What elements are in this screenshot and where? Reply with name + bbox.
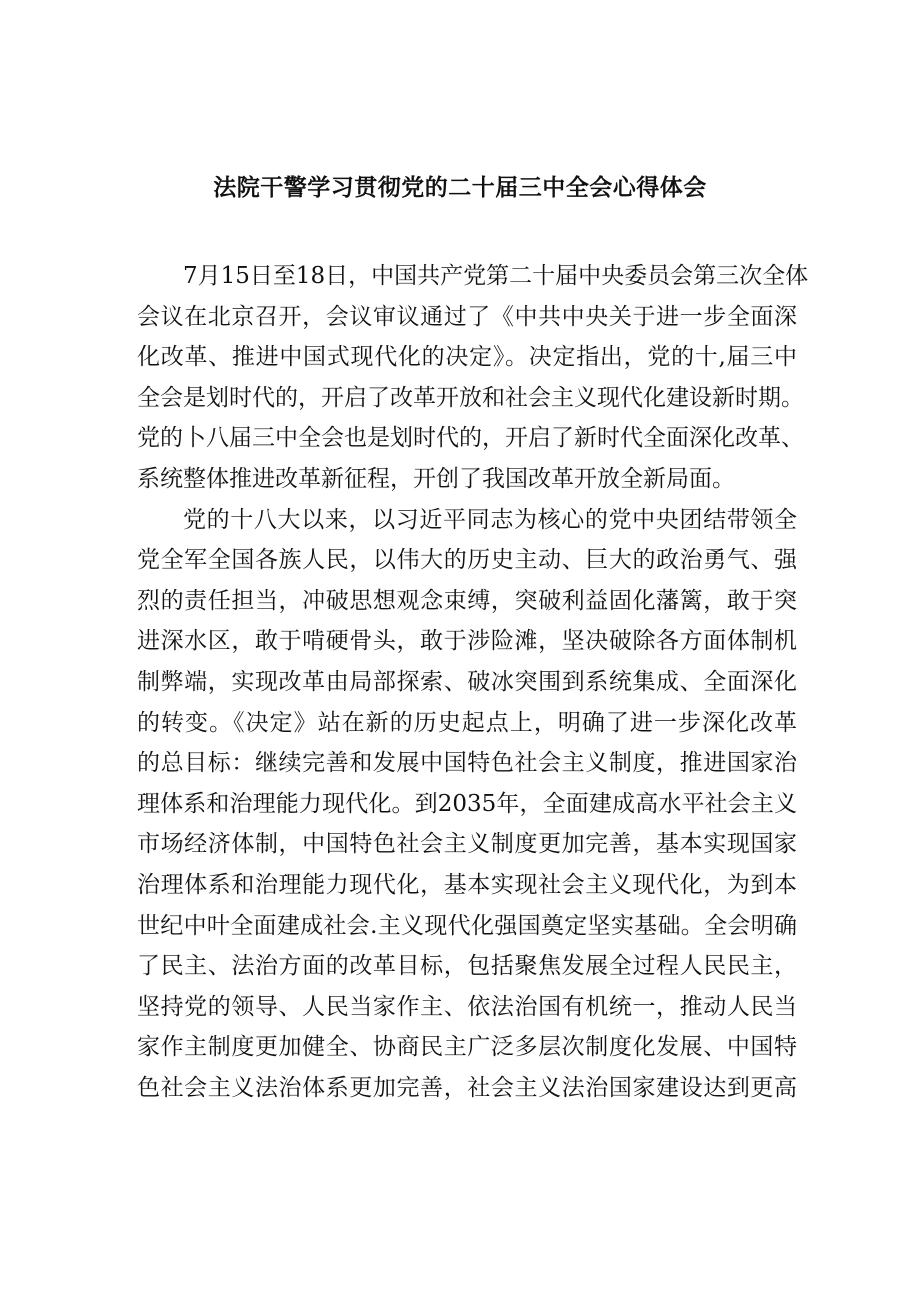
text-line: 理体系和治理能力现代化。到2035年，全面建成高水平社会主义 bbox=[137, 790, 797, 817]
text-line: 治理体系和治理能力现代化，基本实现社会主义现代化，为到本 bbox=[137, 871, 797, 898]
text-line: 进深水区，敢于啃硬骨头，敢于涉险滩，坚决破除各方面体制机 bbox=[137, 628, 797, 655]
text-line: 烈的责任担当，冲破思想观念束缚，突破利益固化藩篱，敢于突 bbox=[137, 587, 797, 614]
document-body bbox=[137, 256, 809, 1108]
text-line: 的总目标：继续完善和发展中国特色社会主义制度，推进国家治 bbox=[137, 750, 797, 777]
text-line: 制弊端，实现改革由局部探索、破冰突围到系统集成、全面深化 bbox=[137, 668, 797, 695]
text-line: 会议在北京召开，会议审议通过了《中共中央关于进一步全面深 bbox=[137, 303, 797, 330]
text-line: 世纪中叶全面建成社会.主义现代化强国奠定坚实基础。全会明确 bbox=[137, 912, 797, 939]
text-line: 系统整体推进改革新征程，开创了我国改革开放全新局面。 bbox=[137, 465, 735, 492]
text-line: 党全军全国各族人民，以伟大的历史主动、巨大的政治勇气、强 bbox=[137, 547, 797, 574]
text-line: 的转变。《决定》站在新的历史起点上，明确了进一步深化改革 bbox=[137, 709, 797, 736]
text-line: 党的十八大以来，以习近平同志为核心的党中央团结带领全 bbox=[183, 506, 797, 533]
text-line: 坚持党的领导、人民当家作主、依法治国有机统一，推动人民当 bbox=[137, 993, 797, 1020]
text-line: 市场经济体制，中国特色社会主义制度更加完善，基本实现国家 bbox=[137, 831, 797, 858]
text-line: 党的卜八届三中全会也是划时代的，开启了新时代全面深化改革、 bbox=[137, 425, 804, 452]
text-line: 色社会主义法治体系更加完善，社会主义法治国家建设达到更高 bbox=[137, 1074, 797, 1101]
document-title: 法院干警学习贯彻党的二十届三中全会心得体会 bbox=[213, 174, 707, 201]
text-line: 7月15日至18日，中国共产党第二十届中央委员会第三次全体 bbox=[183, 263, 809, 289]
text-line: 家作主制度更加健全、协商民主广泛多层次制度化发展、中国特 bbox=[137, 1034, 797, 1061]
text-line: 了民主、法治方面的改革目标，包括聚焦发展全过程人民民主， bbox=[137, 953, 797, 980]
text-line: 化改革、推进中国式现代化的决定》。决定指出，党的十,届三中 bbox=[137, 344, 797, 371]
text-line: 全会是划时代的，开启了改革开放和社会主义现代化建设新时期。 bbox=[137, 384, 804, 411]
